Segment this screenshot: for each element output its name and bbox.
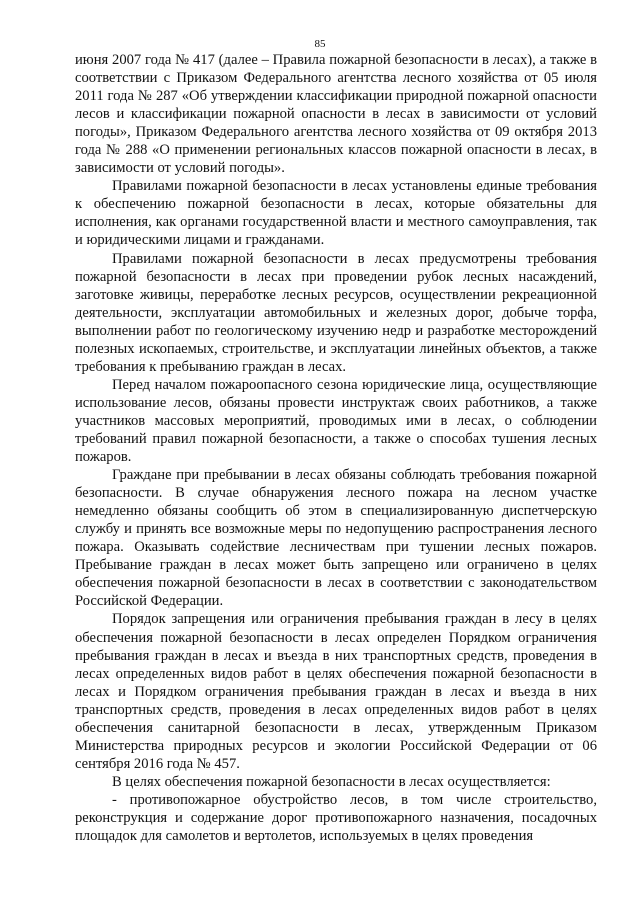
list-item: - противопожарное обустройство лесов, в том числе строительство, реконструкция и содержание дорог противопожарного назначения, посадочных площадок для самолетов и вертолетов, используемых в целях проведения [75,791,597,845]
paragraph: Перед началом пожароопасного сезона юридические лица, осуществляющие использование лесов, обязаны провести инструктаж своих работников, а также участников массовых мероприятий, проводимых ими в лесах, о соблюдении требований правил пожарной безопасности, а также о способах тушения лесных пожаров. [75,376,597,466]
paragraph: Граждане при пребывании в лесах обязаны соблюдать требования пожарной безопасности. В случае обнаружения лесного пожара на лесном участке немедленно обязаны сообщить об этом в специализированную диспетчерскую службу и принять все возможные меры по недопущению распространения лесного пожара. Оказывать содействие лесничествам при тушении лесных пожаров. Пребывание граждан в лесах может быть запрещено или ограничено в целях обеспечения пожарной безопасности в лесах в соответствии с законодательством Российской Федерации. [75,467,597,610]
page-number: 85 [314,38,326,50]
paragraph: июня 2007 года № 417 (далее – Правила пожарной безопасности в лесах), а также в соответствии с Приказом Федерального агентства лесного хозяйства от 05 июля 2011 года № 287 «Об утверждении классификации природной пожарной опасности лесов и классификации пожарной опасности в лесах в зависимости от условий погоды», Приказом Федерального агентства лесного хозяйства от 09 октября 2013 года № 288 «О применении региональных классов пожарной опасности в лесах, в зависимости от условий погоды». [75,52,597,177]
paragraph: Порядок запрещения или ограничения пребывания граждан в лесу в целях обеспечения пожарной безопасности в лесах определен Порядком ограничения пребывания граждан в лесах и въезда в них транспортных средств, проведения в лесах определенных видов работ в целях обеспечения пожарной безопасности в лесах и Порядком ограничения пребывания граждан в лесах и въезда в них транспортных средств, проведения в лесах определенных видов работ в целях обеспечения санитарной безопасности в лесах, утвержденным Приказом Министерства природных ресурсов и экологии Российской Федерации от 06 сентября 2016 года № 457. [75,611,597,772]
paragraph: В целях обеспечения пожарной безопасности в лесах осуществляется: [112,773,551,790]
paragraph: Правилами пожарной безопасности в лесах установлены единые требования к обеспечению пожарной безопасности в лесах, которые обязательны для исполнения, как органами государственной власти и местного самоуправления, так и юридическими лицами и гражданами. [75,178,597,249]
body-text [75,51,597,845]
paragraph: Правилами пожарной безопасности в лесах предусмотрены требования пожарной безопасности в лесах при проведении рубок лесных насаждений, заготовке живицы, переработке лесных ресурсов, осуществлении рекреационной деятельности, эксплуатации автомобильных и железных дорог, добыче торфа, выполнении работ по геологическому изучению недр и разработке месторождений полезных ископаемых, строительстве, и эксплуатации линейных объектов, а также требования к пребыванию граждан в лесах. [75,250,597,375]
